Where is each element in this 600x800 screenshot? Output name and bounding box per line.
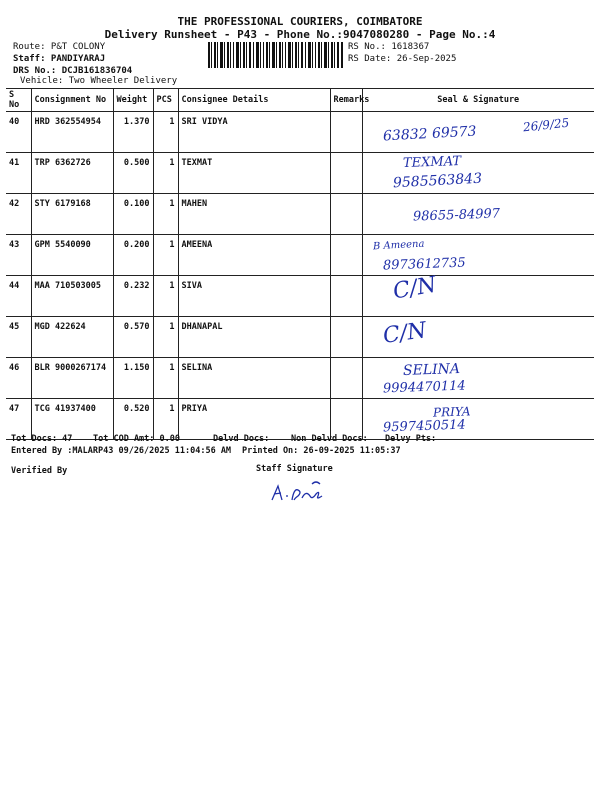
cell-remarks [330,194,362,235]
cell-weight: 0.200 [113,235,153,276]
handwritten-signature-text: C/N [390,272,438,305]
handwritten-signature-text: 98655-84997 [412,206,500,225]
cell-sno: 44 [6,276,31,317]
handwritten-signature-text: SELINA [402,361,460,379]
entered-by: Entered By :MALARP43 09/26/2025 11:04:56 AM [11,446,232,456]
printed-on: Printed On: 26-09-2025 11:05:37 [242,446,401,456]
handwritten-signature-text: 63832 69573 [382,123,477,145]
cell-consignment-no: GPM 5540090 [31,235,113,276]
table-row [6,112,594,153]
cell-seal-signature [362,153,594,194]
cell-consignee: SRI VIDYA [178,112,330,153]
cell-consignee: PRIYA [178,399,330,440]
handwritten-signature-text: B Ameena [372,238,425,253]
non-delivered-docs: Non Delvd Docs: [291,434,368,444]
cell-seal-signature [362,235,594,276]
cell-seal-signature [362,317,594,358]
cell-weight: 0.100 [113,194,153,235]
cell-weight: 0.500 [113,153,153,194]
cell-remarks [330,276,362,317]
cell-weight: 1.370 [113,112,153,153]
staff-signature-image [268,478,328,508]
drs-number: DRS No.: DCJB161836704 [13,66,133,76]
cell-sno: 47 [6,399,31,440]
route-label: Route: P&T COLONY [13,42,106,52]
cell-consignment-no: STY 6179168 [31,194,113,235]
col-header-signature: Seal & Signature [362,89,594,112]
runsheet-table [6,88,594,440]
cell-weight: 0.232 [113,276,153,317]
col-header-remarks: Remarks [330,89,362,112]
handwritten-signature-text: 9597450514 [382,417,466,436]
cell-sno: 43 [6,235,31,276]
cell-pcs: 1 [153,235,178,276]
col-header-sno: S No [6,89,31,112]
barcode-image [208,42,343,68]
cell-remarks [330,235,362,276]
cell-remarks [330,153,362,194]
handwritten-signature-text: 26/9/25 [521,115,570,135]
cell-pcs: 1 [153,112,178,153]
col-header-consignee: Consignee Details [178,89,330,112]
rs-date: RS Date: 26-Sep-2025 [348,54,457,64]
handwritten-signature-text: 8973612735 [382,255,466,274]
cell-consignment-no: MAA 710503005 [31,276,113,317]
cell-sno: 42 [6,194,31,235]
vehicle-label: Vehicle: Two Wheeler Delivery [20,76,178,86]
staff-signature-label: Staff Signature [256,464,333,474]
runsheet-title: Delivery Runsheet - P43 - Phone No.:9047080280 - Page No.:4 [104,28,496,41]
col-header-pcs: PCS [153,89,178,112]
table-row [6,317,594,358]
table-row [6,235,594,276]
cell-consignment-no: TRP 6362726 [31,153,113,194]
cell-consignment-no: HRD 362554954 [31,112,113,153]
cell-consignee: TEXMAT [178,153,330,194]
cell-consignment-no: BLR 9000267174 [31,358,113,399]
cell-consignee: DHANAPAL [178,317,330,358]
cell-remarks [330,358,362,399]
delivery-points: Delvy Pts: [385,434,437,444]
table-row [6,153,594,194]
col-header-weight: Weight [113,89,153,112]
cell-seal-signature [362,194,594,235]
total-cod-amount: Tot COD Amt: 0.00 [93,434,180,444]
cell-weight: 1.150 [113,358,153,399]
cell-consignee: SELINA [178,358,330,399]
table-row [6,276,594,317]
cell-seal-signature [362,358,594,399]
cell-sno: 41 [6,153,31,194]
cell-pcs: 1 [153,399,178,440]
table-row [6,358,594,399]
cell-consignment-no: MGD 422624 [31,317,113,358]
cell-remarks [330,112,362,153]
handwritten-signature-text: 9994470114 [382,378,466,397]
verified-by-label: Verified By [11,466,68,476]
company-title: THE PROFESSIONAL COURIERS, COIMBATORE [177,15,423,28]
handwritten-signature-text: C/N [380,318,428,349]
cell-weight: 0.570 [113,317,153,358]
cell-pcs: 1 [153,276,178,317]
cell-consignee: AMEENA [178,235,330,276]
handwritten-signature-text: 9585563843 [392,170,482,192]
cell-consignee: SIVA [178,276,330,317]
total-docs: Tot Docs: 47 [11,434,73,444]
cell-consignee: MAHEN [178,194,330,235]
cell-pcs: 1 [153,358,178,399]
table-header-row [6,89,594,112]
table-row [6,194,594,235]
cell-pcs: 1 [153,317,178,358]
cell-sno: 45 [6,317,31,358]
cell-consignment-no: TCG 41937400 [31,399,113,440]
col-header-consignment: Consignment No [31,89,113,112]
cell-seal-signature [362,272,594,317]
cell-pcs: 1 [153,194,178,235]
cell-pcs: 1 [153,153,178,194]
cell-seal-signature [362,112,594,153]
cell-sno: 40 [6,112,31,153]
handwritten-signature-text: PRIYA [432,404,471,420]
cell-remarks [330,317,362,358]
staff-label: Staff: PANDIYARAJ [13,54,106,64]
cell-sno: 46 [6,358,31,399]
handwritten-signature-text: TEXMAT [402,153,461,172]
cell-weight: 0.520 [113,399,153,440]
delivered-docs: Delvd Docs: [213,434,270,444]
rs-number: RS No.: 1618367 [348,42,430,52]
